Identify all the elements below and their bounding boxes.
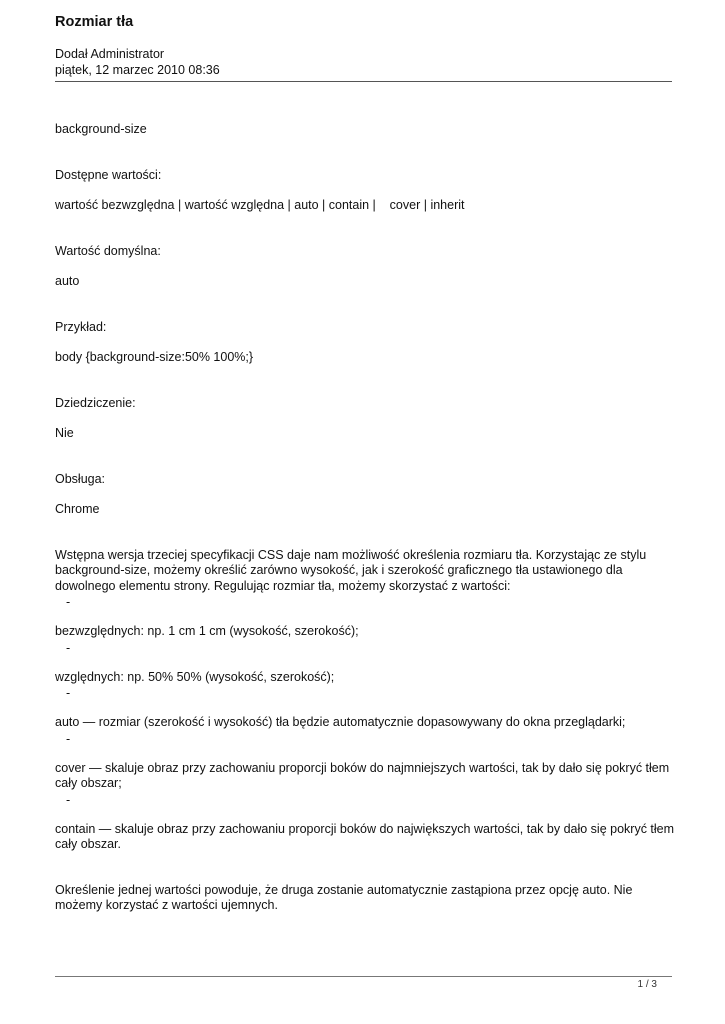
- list-item-contain: contain — skaluje obraz przy zachowaniu proporcji boków do największych wartości, tak by dało się pokryć tłem cały obszar.: [55, 821, 675, 851]
- list-dash: -: [66, 792, 71, 807]
- list-item-absolute: bezwzględnych: np. 1 cm 1 cm (wysokość, szerokość);: [55, 624, 359, 638]
- list-dash: -: [66, 731, 71, 746]
- header-divider: [55, 81, 672, 82]
- property-name: background-size: [55, 122, 147, 136]
- list-dash: -: [66, 595, 71, 609]
- page-title: Rozmiar tła: [55, 14, 134, 30]
- article-body: [55, 122, 675, 914]
- article-meta: [55, 46, 220, 78]
- date-line: piątek, 12 marzec 2010 08:36: [55, 63, 220, 77]
- support-label: Obsługa:: [55, 471, 106, 486]
- list-dash: -: [66, 686, 71, 700]
- example-label: Przykład:: [55, 319, 107, 334]
- inheritance-value: Nie: [55, 426, 74, 440]
- values-label: Dostępne wartości:: [55, 167, 162, 182]
- list-dash: -: [66, 640, 71, 655]
- conclusion-paragraph: Określenie jednej wartości powoduje, że druga zostanie automatycznie zastąpiona przez opcję auto. Nie możemy korzystać z wartości ujemnych.: [55, 882, 633, 912]
- list-item-relative: względnych: np. 50% 50% (wysokość, szerokość);: [55, 669, 335, 684]
- page-number: 1 / 3: [637, 979, 657, 990]
- footer-divider: [55, 976, 672, 977]
- example-value: body {background-size:50% 100%;}: [55, 350, 254, 364]
- author-line: Dodał Administrator: [55, 47, 165, 61]
- list-item-cover: cover — skaluje obraz przy zachowaniu proporcji boków do najmniejszych wartości, tak by dało się pokryć tłem cały obszar;: [55, 760, 670, 790]
- list-item-auto: auto — rozmiar (szerokość i wysokość) tła będzie automatycznie dopasowywany do okna przeglądarki;: [55, 715, 626, 729]
- default-label: Wartość domyślna:: [55, 243, 161, 258]
- inheritance-label: Dziedziczenie:: [55, 395, 136, 410]
- values-list: wartość bezwzględna | wartość względna | auto | contain | cover | inherit: [55, 198, 465, 212]
- default-value: auto: [55, 274, 80, 288]
- intro-paragraph: Wstępna wersja trzeciej specyfikacji CSS daje nam możliwość określenia rozmiaru tła. Korzystając ze stylu background-size, możemy określić zarówno wysokość, jak i szerokość graficznego tła ustawionego dla dowolnego elementu strony. Regulując rozmiar tła, możemy skorzystać z wartości:: [55, 547, 647, 593]
- support-value: Chrome: [55, 502, 100, 516]
